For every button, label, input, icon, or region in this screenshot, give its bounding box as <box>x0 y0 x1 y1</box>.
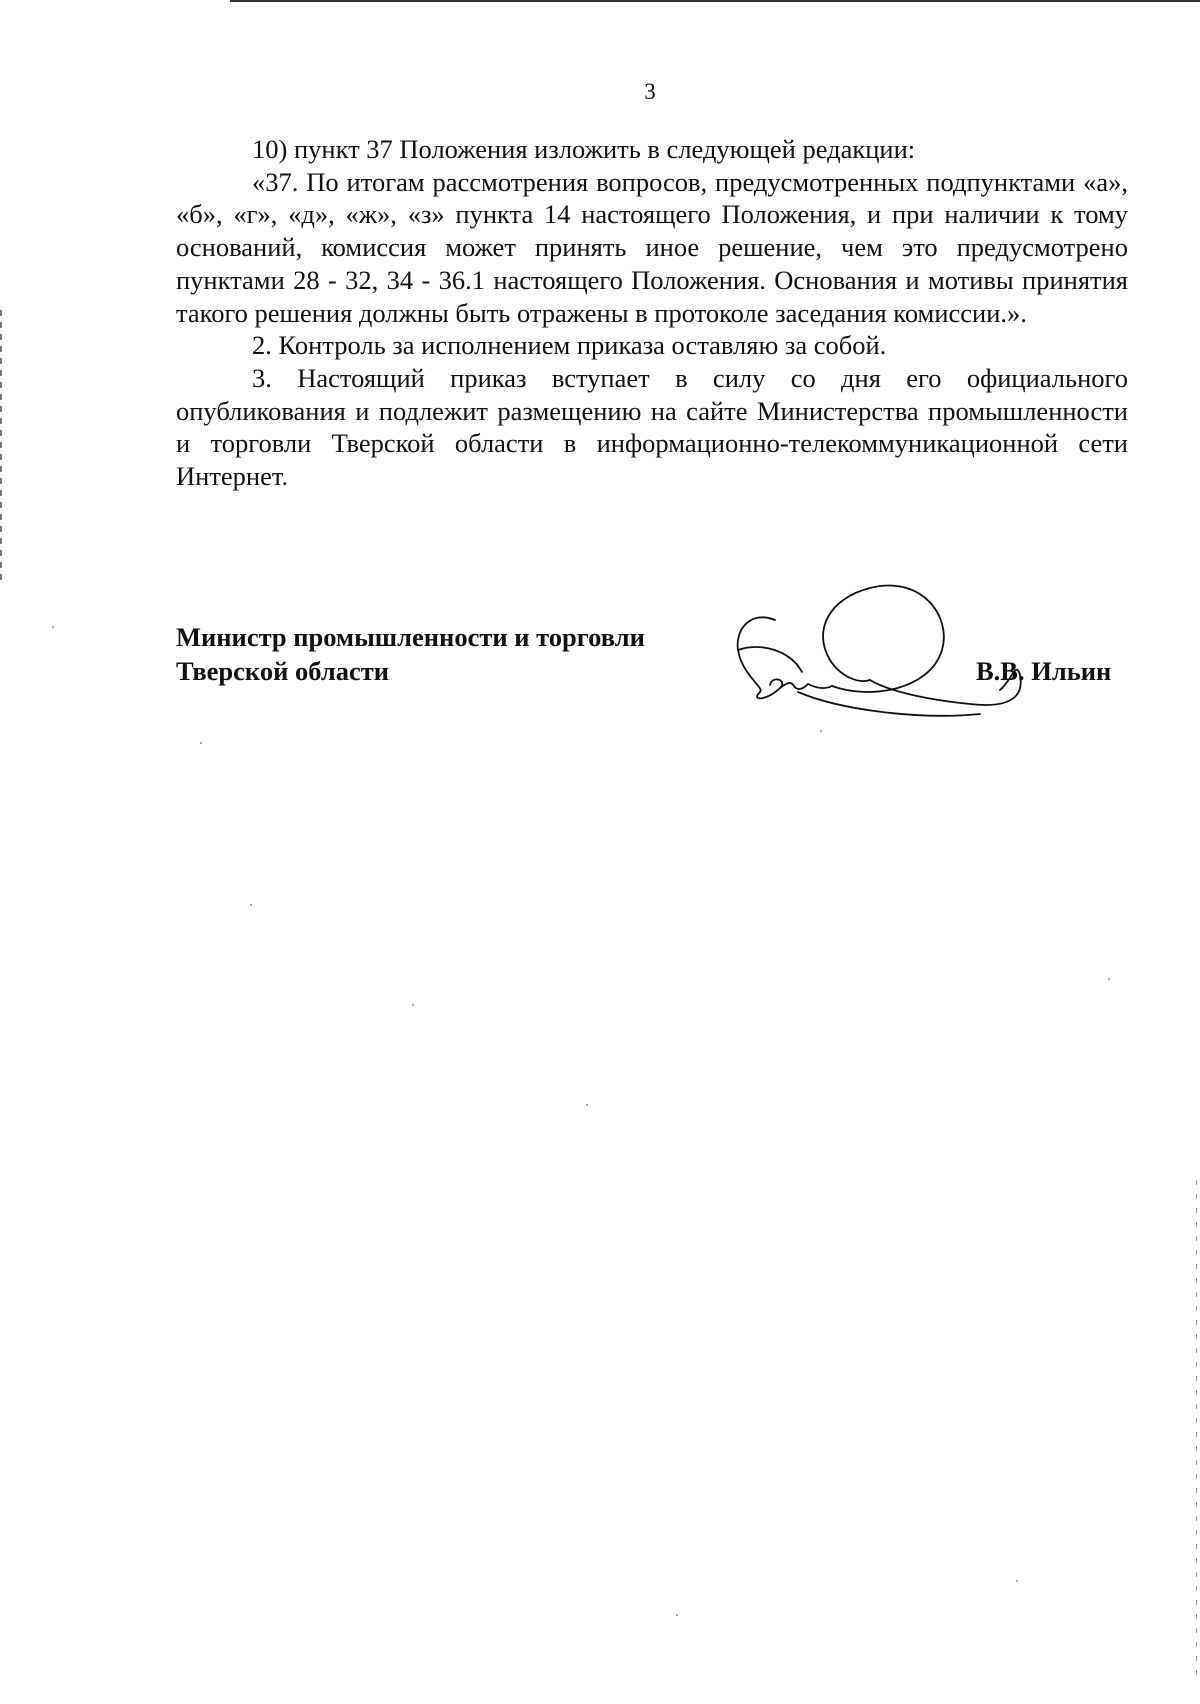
scan-speck <box>586 1104 588 1106</box>
scan-speck <box>676 1614 678 1616</box>
signatory-position-line2: Тверской области <box>176 656 389 686</box>
scan-edge-top <box>230 0 1200 2</box>
scan-speck <box>1108 978 1110 980</box>
scan-speck <box>250 904 252 906</box>
paragraph-entry-into-force: 3. Настоящий приказ вступает в силу со дня его официального опубликования и подлежит размещению на сайте Министерства промышленности и торговли Тверской области в информационно-телекоммуникационной сети Интернет. <box>176 362 1128 492</box>
signatory-position-line1: Министр промышленности и торговли <box>176 622 645 652</box>
scan-speck <box>52 626 54 628</box>
paragraph-control: 2. Контроль за исполнением приказа оставляю за собой. <box>252 330 887 361</box>
signatory-position <box>176 620 645 688</box>
paragraph-new-point-37: «37. По итогам рассмотрения вопросов, предусмотренных подпунктами «а», «б», «г», «д», «ж», «з» пункта 14 настоящего Положения, и при наличии к тому оснований, комиссия может принять иное решение, чем это предусмотрено пунктами 28 - 32, 34 - 36.1 настоящего Положения. Основания и мотивы принятия такого решения должны быть отражены в протоколе заседания комиссии.». <box>176 166 1128 328</box>
document-body <box>176 133 1128 493</box>
scan-edge-left <box>0 310 2 580</box>
paragraph-item-10: 10) пункт 37 Положения изложить в следующей редакции: <box>252 134 916 164</box>
scan-edge-right <box>1196 1180 1197 1680</box>
page-number: 3 <box>644 79 656 104</box>
scan-speck <box>1016 1580 1018 1582</box>
scan-speck <box>412 1004 414 1006</box>
signatory-name: В.В. Ильин <box>976 656 1112 686</box>
scan-speck <box>820 730 822 732</box>
scan-speck <box>200 742 202 744</box>
